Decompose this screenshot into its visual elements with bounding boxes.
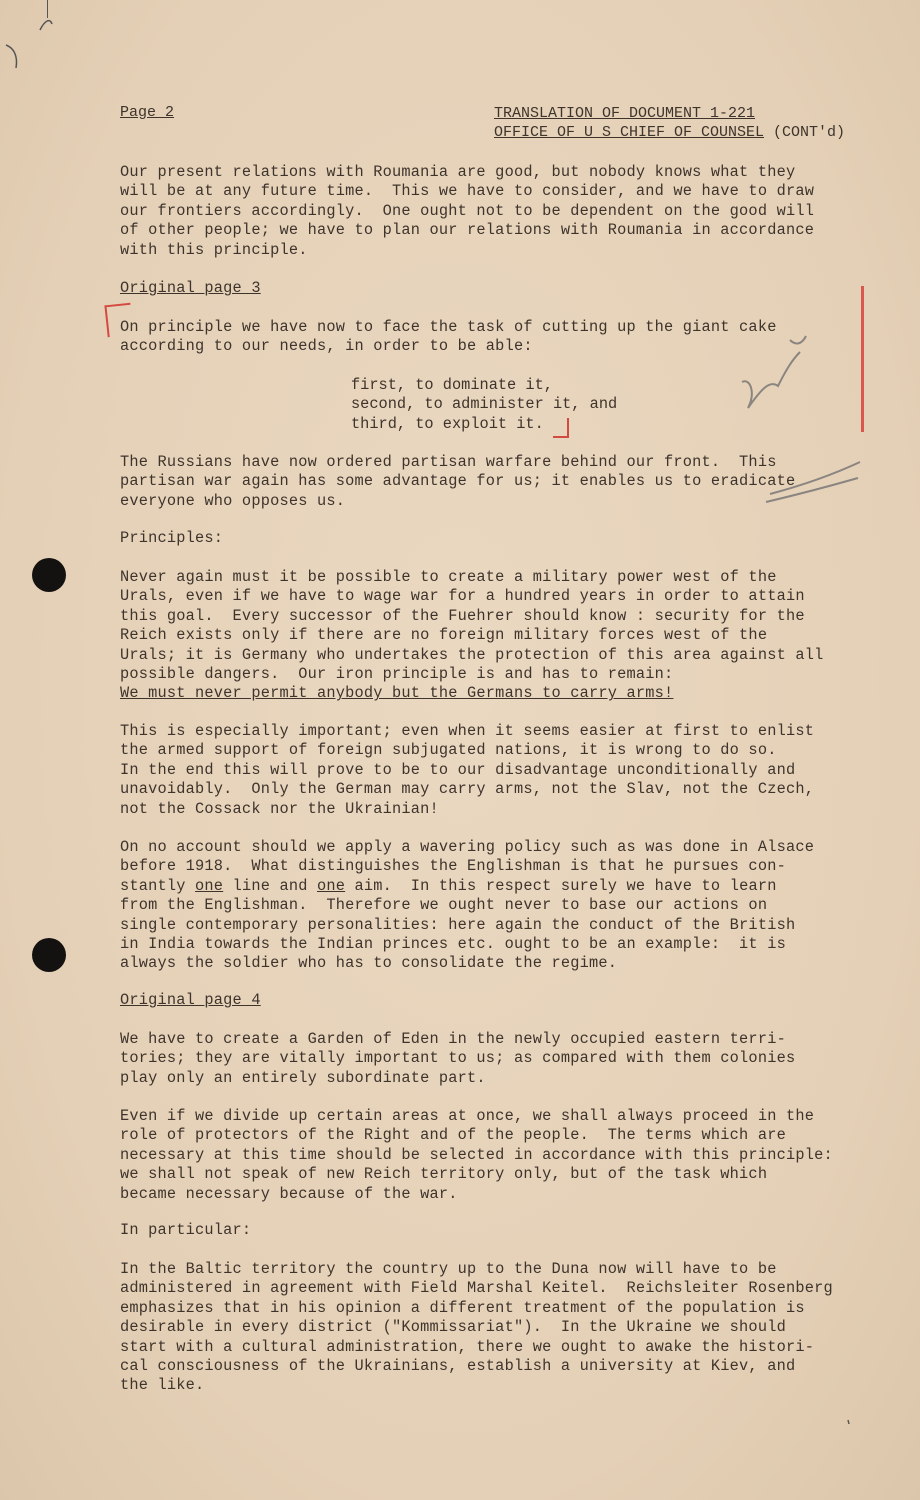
p6-text-1: On no account should we apply a wavering policy such as was done in Alsace before 1918. What distinguishes the Englishman is that he pursues con- stantly xyxy=(120,838,815,895)
pencil-scribble xyxy=(742,336,806,408)
title-line-1: TRANSLATION OF DOCUMENT 1-221 xyxy=(494,105,756,122)
corner-pencil-mark xyxy=(40,21,52,30)
paragraph-protectors: Even if we divide up certain areas at once, we shall always proceed in the role of protectors of the Right and of the people. The terms which are necessary at this time should be selected in accordance with this principle: we shall not speak of new Reich territory only, but of the task which became necessary because of the war. xyxy=(120,1107,833,1203)
paragraph-partisan-warfare: The Russians have now ordered partisan warfare behind our front. This partisan war again has some advantage for us; it enables us to eradicate everyone who opposes us. xyxy=(120,453,796,510)
underlined-principle: We must never permit anybody but the Germans to carry arms! xyxy=(120,684,674,703)
page-number-label: Page 2 xyxy=(120,104,175,121)
paragraph-roumania: Our present relations with Roumania are good, but nobody knows what they will be at any future time. This we have to consider, and we have to draw our frontiers accordingly. One ought not to be dependent on the good will of other people; we have to plan our relations with Roumania in accordance with this principle. xyxy=(120,163,815,259)
paragraph-especially-important: This is especially important; even when it seems easier at first to enlist the armed support of foreign subjugated nations, it is wrong to do so. In the end this will prove to be to our disadvantage unconditionally and unavoidably. Only the German may carry arms, not the Slav, not the Czech, not the Cossack nor the Ukrainian! xyxy=(120,722,815,818)
corner-pencil-mark xyxy=(6,45,17,68)
p6-underlined-one: one xyxy=(316,876,346,895)
p6-text-3: aim. In this respect surely we have to learn from the Englishman. Therefore we ought never to base our actions on single contemporary personalities: here again the conduct of the British in India towards the Indian princes etc. ought to be an example: it is always the soldier who has to consolidate the regime. xyxy=(120,876,796,973)
list-dominate-administer-exploit: first, to dominate it, second, to administer it, and third, to exploit it. xyxy=(351,376,618,433)
paragraph-baltic-territory: In the Baltic territory the country up to the Duna now will have to be administered in agreement with Field Marshal Keitel. Reichsleiter Rosenberg emphasizes that in his opinion a different treatment of the population is desirable in every district ("Kommissariat"). In the Ukraine we should start with a cultural administration, there we ought to awake the histori- cal consciousness of the Ukrainians, establish a university at Kiev, and the like. xyxy=(120,1260,833,1395)
heading-original-page-3: Original page 3 xyxy=(120,279,261,297)
pencil-strike-marks xyxy=(766,462,860,502)
title-line-2: OFFICE OF U S CHIEF OF COUNSEL xyxy=(494,124,765,141)
paragraph-garden-of-eden: We have to create a Garden of Eden in the newly occupied eastern terri- tories; they are vitally important to us; as compared with them colonies play only an entirely subordinate part. xyxy=(120,1030,796,1087)
paragraph-military-power-text: Never again must it be possible to create a military power west of the Urals, even if we have to wage war for a hundred years in order to attain this goal. Every successor of the Fuehrer should know : security for the Reich exists only if there are no foreign military forces west of the Urals; it is Germany who undertakes the protection of this area against all possible dangers. Our iron principle is and has to remain: xyxy=(120,568,824,684)
heading-original-page-4: Original page 4 xyxy=(120,991,261,1009)
pencil-dot xyxy=(848,1420,849,1424)
title-suffix: (CONT'd) xyxy=(764,124,846,141)
heading-principles: Principles: xyxy=(120,529,224,547)
heading-in-particular: In particular: xyxy=(120,1221,252,1239)
paragraph-giant-cake: On principle we have now to face the task of cutting up the giant cake according to our needs, in order to be able: xyxy=(120,318,777,356)
p6-underlined-one: one xyxy=(195,876,224,895)
p6-text-2: line and xyxy=(223,876,317,895)
